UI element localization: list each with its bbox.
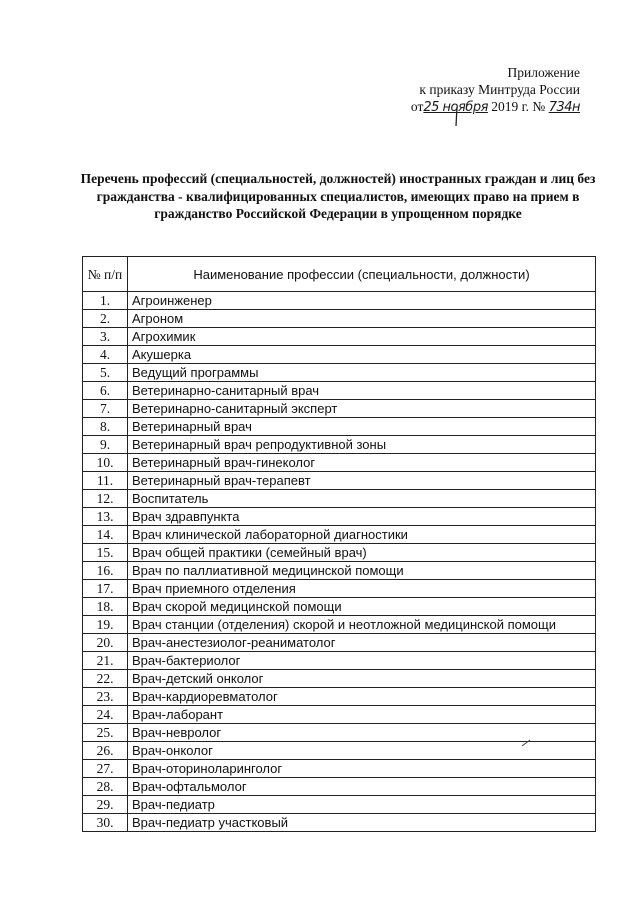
profession-name: Агрохимик xyxy=(128,328,596,346)
row-number: 8. xyxy=(83,418,128,436)
profession-name: Врач скорой медицинской помощи xyxy=(128,598,596,616)
row-number: 30. xyxy=(83,814,128,832)
profession-name: Ветеринарно-санитарный врач xyxy=(128,382,596,400)
row-number: 17. xyxy=(83,580,128,598)
profession-name: Ветеринарный врач репродуктивной зоны xyxy=(128,436,596,454)
order-reference: к приказу Минтруда России xyxy=(419,82,580,97)
table-row xyxy=(83,346,596,364)
profession-name: Врач-онколог xyxy=(128,742,596,760)
table-row xyxy=(83,634,596,652)
order-date-line xyxy=(380,98,580,116)
column-header-number: № п/п xyxy=(83,257,128,292)
profession-name: Врач-кардиоревматолог xyxy=(128,688,596,706)
table-row xyxy=(83,544,596,562)
profession-name: Врач-педиатр участковый xyxy=(128,814,596,832)
row-number: 5. xyxy=(83,364,128,382)
row-number: 14. xyxy=(83,526,128,544)
profession-name: Врач клинической лабораторной диагностики xyxy=(128,526,596,544)
row-number: 20. xyxy=(83,634,128,652)
row-number: 6. xyxy=(83,382,128,400)
row-number: 21. xyxy=(83,652,128,670)
profession-name: Ветеринарный врач-терапевт xyxy=(128,472,596,490)
profession-name: Воспитатель xyxy=(128,490,596,508)
row-number: 11. xyxy=(83,472,128,490)
table-row xyxy=(83,436,596,454)
document-title: Перечень профессий (специальностей, должностей) иностранных граждан и лиц без гражданства - квалифицированных специалистов, имеющих право на прием в гражданство Российской Федерации в упрощенном порядке xyxy=(80,171,596,221)
profession-name: Ведущий программы xyxy=(128,364,596,382)
table-row xyxy=(83,310,596,328)
profession-name: Агроном xyxy=(128,310,596,328)
appendix-label: Приложение xyxy=(507,65,580,80)
profession-name: Врач-бактериолог xyxy=(128,652,596,670)
table-row xyxy=(83,364,596,382)
row-number: 27. xyxy=(83,760,128,778)
table-row xyxy=(83,328,596,346)
profession-name: Врач станции (отделения) скорой и неотложной медицинской помощи xyxy=(128,616,596,634)
profession-name: Врач-педиатр xyxy=(128,796,596,814)
profession-name: Врач-офтальмолог xyxy=(128,778,596,796)
table-row xyxy=(83,418,596,436)
row-number: 4. xyxy=(83,346,128,364)
profession-name: Врач-невролог xyxy=(128,724,596,742)
row-number: 15. xyxy=(83,544,128,562)
profession-name: Врач-детский онколог xyxy=(128,670,596,688)
table-row xyxy=(83,562,596,580)
table-header-row xyxy=(83,257,596,292)
table-row xyxy=(83,670,596,688)
table-row xyxy=(83,616,596,634)
handwritten-number: 734н xyxy=(548,100,580,115)
row-number: 26. xyxy=(83,742,128,760)
row-number: 10. xyxy=(83,454,128,472)
table-row xyxy=(83,472,596,490)
profession-name: Врач общей практики (семейный врач) xyxy=(128,544,596,562)
row-number: 24. xyxy=(83,706,128,724)
profession-name: Ветеринарно-санитарный эксперт xyxy=(128,400,596,418)
table-row xyxy=(83,598,596,616)
table-row xyxy=(83,454,596,472)
row-number: 22. xyxy=(83,670,128,688)
table-row xyxy=(83,796,596,814)
profession-name: Врач приемного отделения xyxy=(128,580,596,598)
profession-name: Ветеринарный врач xyxy=(128,418,596,436)
order-prefix: от xyxy=(410,99,424,114)
row-number: 2. xyxy=(83,310,128,328)
table-body xyxy=(83,292,596,832)
profession-name: Акушерка xyxy=(128,346,596,364)
row-number: 7. xyxy=(83,400,128,418)
row-number: 25. xyxy=(83,724,128,742)
row-number: 18. xyxy=(83,598,128,616)
row-number: 28. xyxy=(83,778,128,796)
professions-table xyxy=(82,256,596,832)
table-row xyxy=(83,526,596,544)
table-row xyxy=(83,814,596,832)
row-number: 23. xyxy=(83,688,128,706)
profession-name: Агроинженер xyxy=(128,292,596,310)
table-row xyxy=(83,706,596,724)
profession-name: Врач-лаборант xyxy=(128,706,596,724)
row-number: 16. xyxy=(83,562,128,580)
handwritten-date: 25 ноября xyxy=(423,100,488,115)
profession-name: Врач здравпункта xyxy=(128,508,596,526)
table-row xyxy=(83,724,596,742)
profession-name: Врач-оториноларинголог xyxy=(128,760,596,778)
profession-name: Врач-анестезиолог-реаниматолог xyxy=(128,634,596,652)
order-year: 2019 г. № xyxy=(491,99,546,114)
table-row xyxy=(83,760,596,778)
row-number: 19. xyxy=(83,616,128,634)
table-row xyxy=(83,292,596,310)
table-row xyxy=(83,742,596,760)
row-number: 9. xyxy=(83,436,128,454)
row-number: 1. xyxy=(83,292,128,310)
appendix-header xyxy=(380,64,580,116)
table-row xyxy=(83,688,596,706)
row-number: 3. xyxy=(83,328,128,346)
table-row xyxy=(83,778,596,796)
table-row xyxy=(83,652,596,670)
table-row xyxy=(83,382,596,400)
row-number: 29. xyxy=(83,796,128,814)
profession-name: Врач по паллиативной медицинской помощи xyxy=(128,562,596,580)
table-row xyxy=(83,400,596,418)
row-number: 13. xyxy=(83,508,128,526)
profession-name: Ветеринарный врач-гинеколог xyxy=(128,454,596,472)
column-header-name: Наименование профессии (специальности, должности) xyxy=(128,257,596,292)
table-row xyxy=(83,490,596,508)
table-row xyxy=(83,580,596,598)
table-row xyxy=(83,508,596,526)
row-number: 12. xyxy=(83,490,128,508)
